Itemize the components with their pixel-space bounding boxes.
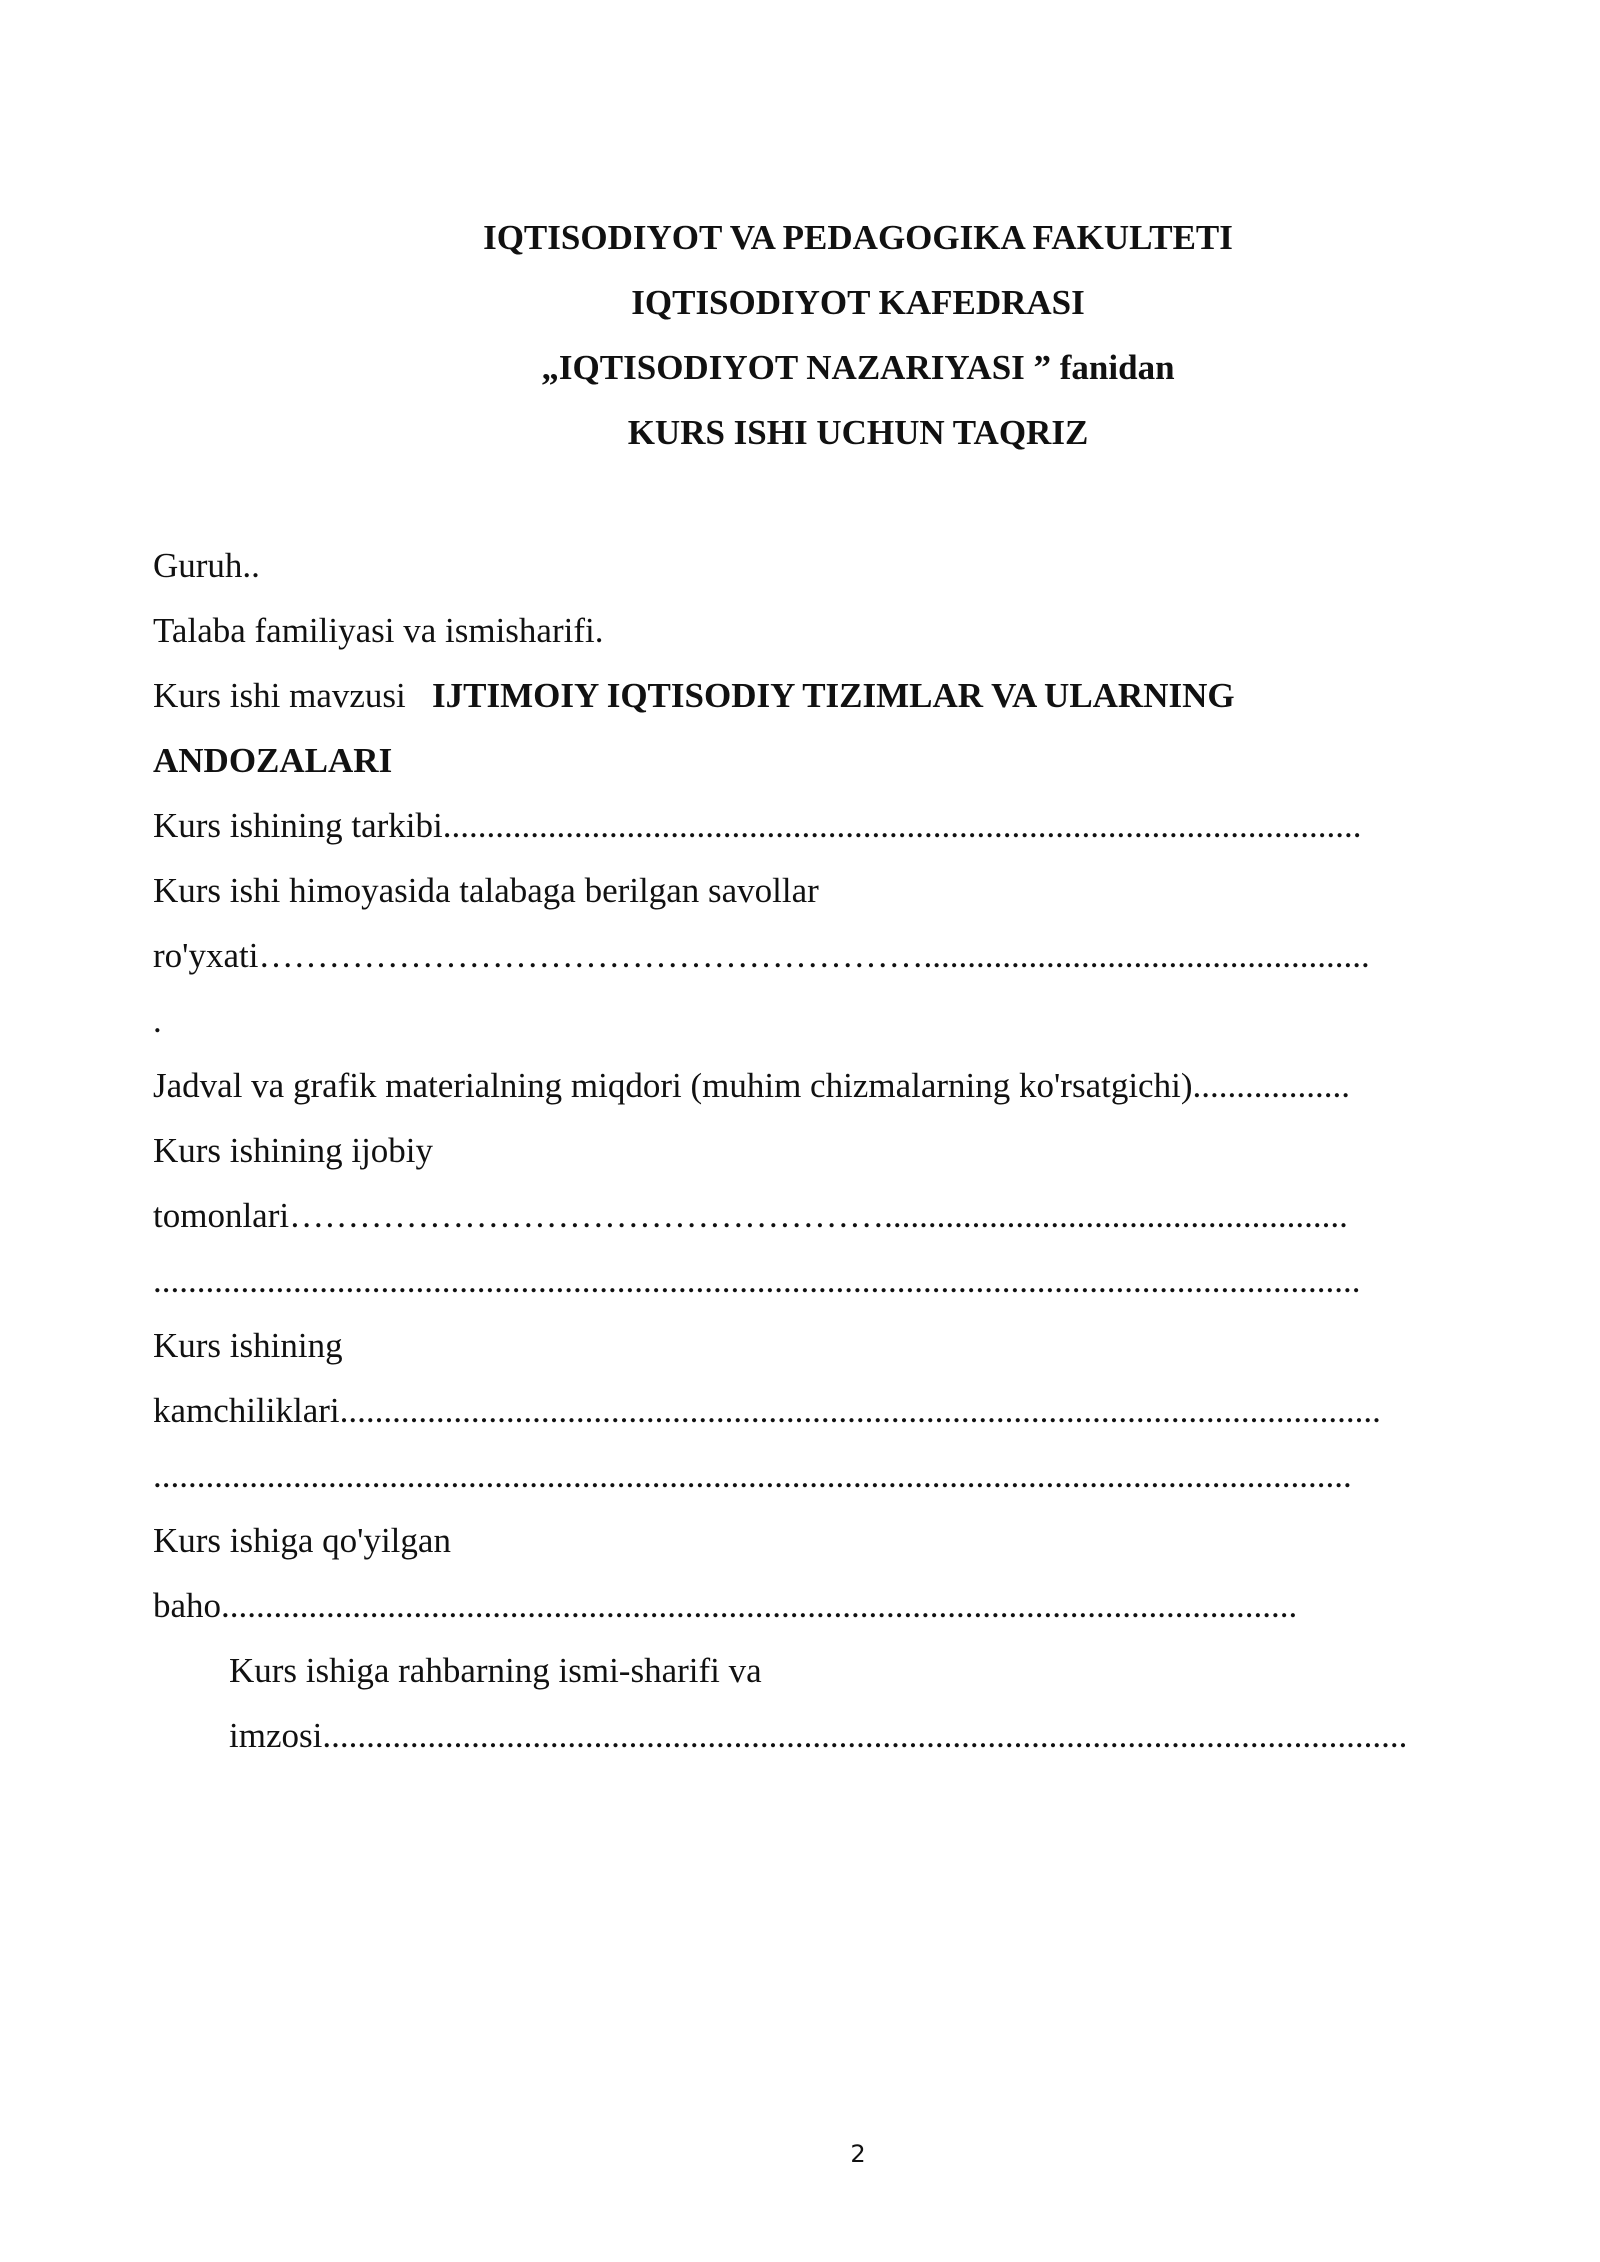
positives-continuation: ..........................................................................................................................................	[153, 1261, 1361, 1300]
positives-field: tomonlari…………………………………………….....................................................	[153, 1196, 1348, 1235]
page-number: 2	[850, 2140, 866, 2168]
department-heading: IQTISODIYOT KAFEDRASI	[631, 283, 1085, 322]
topic-value-continued: ANDOZALARI	[153, 741, 393, 780]
shortcomings-label: Kurs ishining	[153, 1326, 343, 1365]
grade-field: baho...........................................................................................................................	[153, 1586, 1298, 1625]
topic-label: Kurs ishi mavzusi	[153, 676, 406, 715]
positives-label: Kurs ishining ijobiy	[153, 1131, 434, 1170]
topic-value: IJTIMOIY IQTISODIY TIZIMLAR VA ULARNING	[432, 676, 1235, 715]
shortcomings-continuation: .........................................................................................................................................	[153, 1456, 1352, 1495]
document-title: KURS ISHI UCHUN TAQRIZ	[627, 413, 1089, 452]
group-field: Guruh..	[153, 546, 260, 585]
topic-field	[153, 678, 1235, 713]
questions-trailing-dot: .	[153, 1001, 162, 1040]
shortcomings-field: kamchiliklari.......................................................................................................................	[153, 1391, 1381, 1430]
subject-heading: „IQTISODIYOT NAZARIYASI ” fanidan	[541, 348, 1175, 387]
questions-list-field: ro'yxati…………………………………………………...................................................	[153, 936, 1370, 975]
grade-label: Kurs ishiga qo'yilgan	[153, 1521, 451, 1560]
structure-field: Kurs ishining tarkibi.........................................................................................................	[153, 806, 1362, 845]
supervisor-signature-field: imzosi............................................................................................................................	[229, 1716, 1408, 1755]
tables-graphics-field: Jadval va grafik materialning miqdori (muhim chizmalarning ko'rsatgichi)..................	[153, 1066, 1350, 1105]
supervisor-label: Kurs ishiga rahbarning ismi-sharifi va	[229, 1651, 762, 1690]
faculty-heading: IQTISODIYOT VA PEDAGOGIKA FAKULTETI	[483, 218, 1233, 257]
questions-label: Kurs ishi himoyasida talabaga berilgan savollar	[153, 871, 819, 910]
student-name-field: Talaba familiyasi va ismisharifi.	[153, 611, 604, 650]
